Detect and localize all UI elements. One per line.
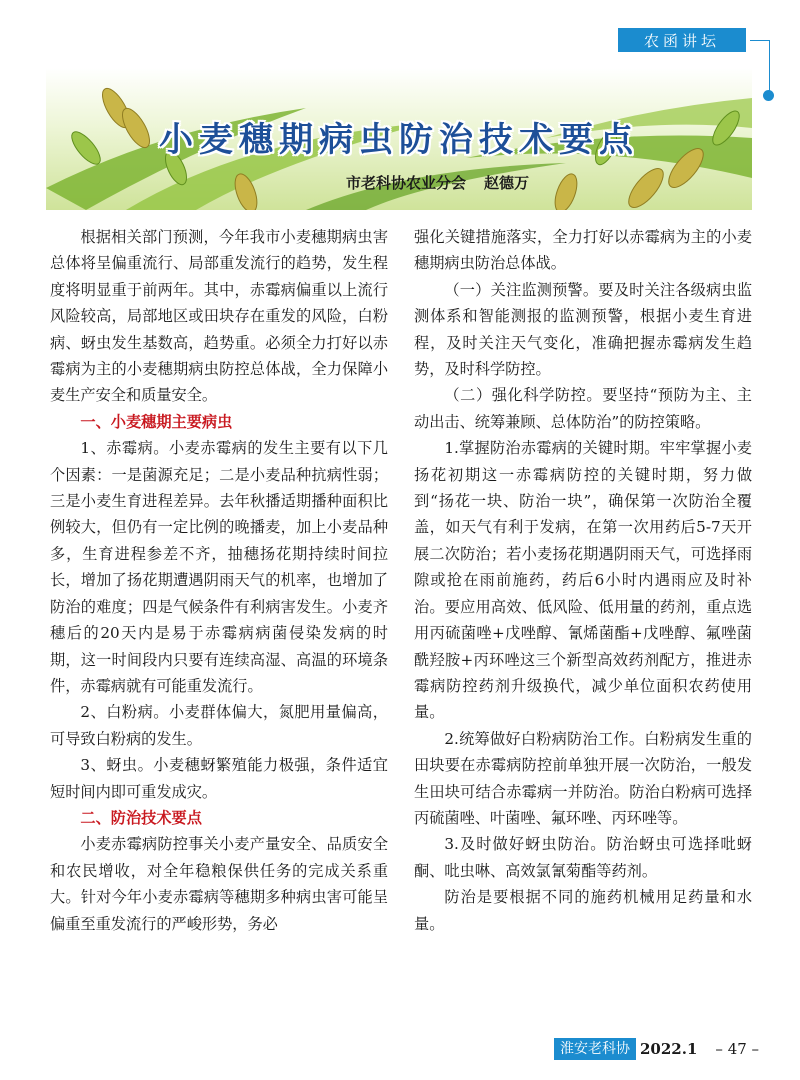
top-border [0,0,800,4]
tag-dot [763,90,774,101]
paragraph: 2、白粉病。小麦群体偏大，氮肥用量偏高，可导致白粉病的发生。 [50,703,388,748]
magazine-name: 淮安老科协 [554,1038,636,1060]
byline [346,172,547,193]
paragraph: （一）关注监测预警。要及时关注各级病虫监测体系和智能测报的监测预警，根据小麦生育进程，及时关注天气变化，准确把握赤霉病发生趋势，及时科学防控。 [414,280,752,379]
byline-org: 市老科协农业分会 [346,174,467,192]
section-heading: 一、小麦穗期主要病虫 [80,412,233,431]
title-banner [46,68,752,210]
tag-rule [750,40,770,41]
tag-vertical-line [769,40,770,94]
page-title: 小麦穗期病虫防治技术要点 [159,120,639,160]
paragraph: （二）强化科学防控。要坚持“预防为主、主动出击、统筹兼顾、总体防治”的防控策略。 [414,386,752,431]
paragraph: 3、蚜虫。小麦穗蚜繁殖能力极强，条件适宜短时间内即可重发成灾。 [50,756,388,801]
paragraph: 强化关键措施落实，全力打好以赤霉病为主的小麦穗期病虫防治总体战。 [414,228,752,273]
page-number: – 47 – [715,1040,760,1058]
left-column [50,224,388,937]
paragraph: 防治是要根据不同的施药机械用足药量和水量。 [414,888,752,933]
paragraph: 小麦赤霉病防控事关小麦产量安全、品质安全和农民增收，对全年稳粮保供任务的完成关系重大。针对今年小麦赤霉病等穗期多种病虫害可能呈偏重至重发流行的严峻形势，务必 [50,835,388,933]
byline-author: 赵德万 [484,174,530,192]
column-tag: 农函讲坛 [618,28,746,52]
issue-number: 2022.1 [640,1040,698,1058]
paragraph: 1.掌握防治赤霉病的关键时期。牢牢掌握小麦扬花初期这一赤霉病防控的关键时期，努力做到“扬花一块、防治一块”，确保第一次防治全覆盖，如天气有利于发病，在第一次用药后5-7天开展二次防治；若小麦扬花期遇阴雨天气，可选择雨隙或抢在雨前施药，药后6小时内遇雨应及时补治。要应用高效、低风险、低用量的药剂，重点选用丙硫菌唑+戊唑醇、氰烯菌酯+戊唑醇、氟唑菌酰羟胺+丙环唑这三个新型高效药剂配方，推进赤霉病防控药剂升级换代，减少单位面积农药使用量。 [414,439,752,722]
paragraph: 根据相关部门预测，今年我市小麦穗期病虫害总体将呈偏重流行、局部重发流行的趋势，发生程度将明显重于前两年。其中，赤霉病偏重以上流行风险较高，局部地区或田块存在重发的风险，白粉病、蚜虫发生基数高，趋势重。必须全力打好以赤霉病为主的小麦穗期病虫防控总体战，全力保障小麦生产安全和质量安全。 [50,228,388,405]
right-column [414,224,752,937]
paragraph: 3.及时做好蚜虫防治。防治蚜虫可选择吡蚜酮、吡虫啉、高效氯氰菊酯等药剂。 [414,835,752,880]
section-heading: 二、防治技术要点 [80,808,202,827]
paragraph: 2.统筹做好白粉病防治工作。白粉病发生重的田块要在赤霉病防控前单独开展一次防治，一般发生田块可结合赤霉病一并防治。防治白粉病可选择丙硫菌唑、叶菌唑、氟环唑、丙环唑等。 [414,729,752,827]
page-footer [554,1038,759,1060]
paragraph: 1、赤霉病。小麦赤霉病的发生主要有以下几个因素：一是菌源充足；二是小麦品种抗病性弱；三是小麦生育进程差异。去年秋播适期播种面积比例较大，但仍有一定比例的晚播麦，加上小麦品种多，生育进程参差不齐，抽穗扬花期持续时间拉长，增加了扬花期遭遇阴雨天气的机率，也增加了防治的难度；四是气候条件有利病害发生。小麦齐穗后的20天内是易于赤霉病病菌侵染发病的时期，这一时间段内只要有连续高湿、高温的环境条件，赤霉病就有可能重发流行。 [50,439,388,695]
